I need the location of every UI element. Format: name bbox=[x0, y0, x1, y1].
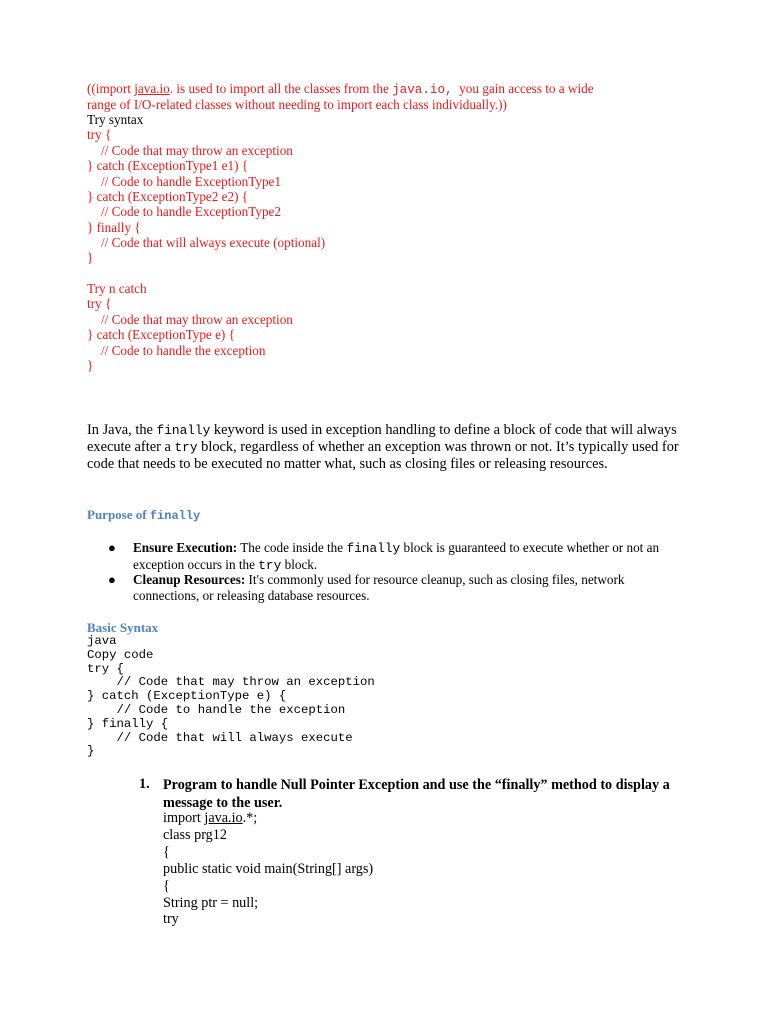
java-io-link[interactable]: java.io bbox=[134, 81, 170, 96]
inline-code: try bbox=[174, 440, 198, 455]
bullet-label: Cleanup Resources: bbox=[133, 572, 246, 587]
try-syntax-line: // Code that will always execute (optional) bbox=[101, 235, 326, 250]
try-syntax-line: // Code to handle ExceptionType2 bbox=[101, 204, 281, 219]
try-catch-line: try { bbox=[87, 296, 112, 311]
program-line: { bbox=[163, 844, 170, 860]
paragraph-text: In Java, the bbox=[87, 422, 157, 438]
list-number: 1. bbox=[139, 776, 150, 792]
bullet-text: The code inside the bbox=[237, 540, 347, 555]
program-line: class prg12 bbox=[163, 827, 227, 843]
try-syntax-line: try { bbox=[87, 127, 112, 142]
purpose-heading bbox=[87, 507, 200, 523]
try-catch-line: } bbox=[87, 358, 94, 373]
program-line: public static void main(String[] args) bbox=[163, 861, 374, 877]
bullet-text: It's commonly used for resource cleanup, such as closing files, network connections, or releasing database resources. bbox=[133, 572, 625, 603]
inline-code: finally bbox=[156, 423, 211, 438]
bullet-text: block is guaranteed to execute whether or not an exception occurs in the bbox=[133, 540, 660, 572]
try-catch-line: // Code that may throw an exception bbox=[101, 312, 293, 327]
program-title: Program to handle Null Pointer Exception and use the “finally” method to display a message to the user. bbox=[163, 777, 670, 811]
paragraph-text: block, regardless of whether an exception was thrown or not. It’s typically used for code that needs to be executed no matter what, such as closing files or releasing resources. bbox=[87, 439, 679, 472]
intro-line-1 bbox=[87, 81, 594, 98]
finally-paragraph bbox=[87, 422, 687, 473]
try-syntax-line: } finally { bbox=[87, 220, 141, 235]
try-catch-title: Try n catch bbox=[87, 281, 147, 296]
program-line: { bbox=[163, 878, 170, 894]
paragraph-text: keyword is used in exception handling to define a block of code that will always execute after a bbox=[87, 422, 677, 455]
bullet-dot-icon: ● bbox=[108, 540, 116, 555]
inline-code: finally bbox=[346, 541, 401, 556]
intro-text-1: ((import bbox=[87, 81, 135, 96]
try-syntax-line: } catch (ExceptionType1 e1) { bbox=[87, 158, 249, 173]
bullet-item bbox=[108, 540, 693, 574]
heading-text: Purpose of bbox=[87, 507, 150, 522]
try-syntax-title: Try syntax bbox=[87, 112, 144, 127]
code-text: .*; bbox=[242, 810, 258, 826]
try-catch-line: // Code to handle the exception bbox=[101, 343, 266, 358]
bullet-label: Ensure Execution: bbox=[133, 540, 238, 555]
try-syntax-line: } bbox=[87, 250, 94, 265]
intro-line-2: range of I/O-related classes without needing to import each class individually.)) bbox=[87, 97, 507, 112]
program-import-line bbox=[163, 810, 257, 827]
try-syntax-line: } catch (ExceptionType2 e2) { bbox=[87, 189, 249, 204]
java-io-link[interactable]: java.io bbox=[204, 810, 243, 826]
bullet-item bbox=[108, 572, 693, 604]
bullet-text: block. bbox=[281, 557, 318, 572]
code-text: import bbox=[163, 810, 205, 826]
bullet-dot-icon: ● bbox=[108, 572, 116, 587]
heading-code: finally bbox=[149, 509, 201, 523]
basic-syntax-heading: Basic Syntax bbox=[87, 620, 159, 635]
basic-syntax-code: java Copy code try { // Code that may throw an exception } catch (ExceptionType e) { // Code to handle the exception } finally { // Code that will always execute } bbox=[87, 634, 375, 759]
intro-text-3: you gain access to a wide bbox=[452, 81, 594, 96]
intro-text-2: . is used to import all the classes from the bbox=[169, 81, 393, 96]
try-syntax-line: // Code to handle ExceptionType1 bbox=[101, 174, 281, 189]
inline-code: try bbox=[258, 558, 282, 573]
program-line: String ptr = null; bbox=[163, 895, 259, 911]
intro-code: java.io, bbox=[392, 83, 453, 97]
program-line: try bbox=[163, 911, 179, 927]
try-catch-line: } catch (ExceptionType e) { bbox=[87, 327, 235, 342]
try-syntax-line: // Code that may throw an exception bbox=[101, 143, 293, 158]
